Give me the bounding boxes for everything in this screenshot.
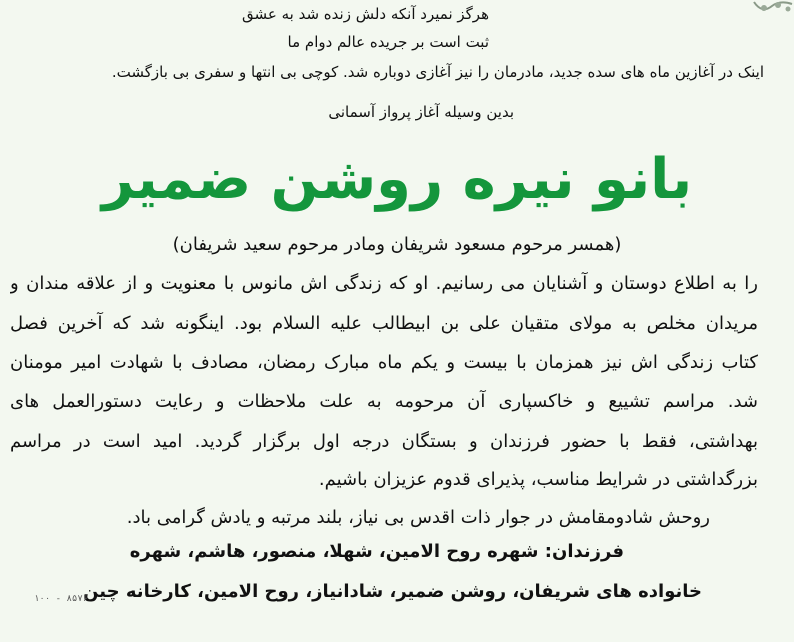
closing-line: روحش شادومقامش در جوار ذات اقدس بی نیاز، بلند مرتبه و یادش گرامی باد.: [126, 507, 710, 528]
deceased-name-title: بانو نیره روشن ضمیر: [101, 147, 693, 212]
body-line-1: را به اطلاع دوستان و آشنایان می رسانیم. او که زندگی اش مانوس با معنویت و از علاقه مندان و: [10, 273, 758, 294]
ad-code: ۱۰۰ - ۸۵۷۶: [34, 594, 89, 604]
body-line-6: بزرگداشتی در شرایط مناسب، پذیرای قدوم عزیزان باشیم.: [318, 469, 758, 490]
floral-corner-icon: [752, 0, 794, 18]
relation-line: (همسر مرحوم مسعود شریفان ومادر مرحوم سعید شریفان): [172, 234, 622, 255]
poem-line-1: هرگز نمیرد آنکه دلش زنده شد به عشق: [241, 5, 489, 23]
body-line-3: کتاب زندگی اش نیز همزمان با بیست و یکم ماه مبارک رمضان، مصادف با شهادت امیر مومنان: [10, 352, 758, 373]
families-line: خانواده های شریفان، روشن ضمیر، شادانیاز، روح الامین، کارخانه چین: [83, 581, 702, 602]
body-line-2: مریدان مخلص به مولای متقیان علی بن ابیطالب علیه السلام بود. اینگونه شد که آخرین فصل: [10, 313, 758, 334]
intro-line-1: اینک در آغازین ماه های سده جدید، مادرمان را نیز آغازی دوباره شد. کوچی بی انتها و سفری بی بازگشت.: [111, 63, 764, 81]
intro-line-2: بدین وسیله آغاز پرواز آسمانی: [328, 103, 514, 121]
children-line: فرزندان: شهره روح الامین، شهلا، منصور، هاشم، شهره: [129, 541, 624, 562]
body-line-4: شد. مراسم تشییع و خاکسپاری آن مرحومه به علت ملاحظات و رعایت دستورالعمل های: [10, 391, 758, 412]
body-line-5: بهداشتی، فقط با حضور فرزندان و بستگان درجه اول برگزار گردید. امید است در مراسم: [10, 431, 758, 452]
poem-line-2: ثبت است بر جریده عالم دوام ما: [287, 33, 489, 51]
